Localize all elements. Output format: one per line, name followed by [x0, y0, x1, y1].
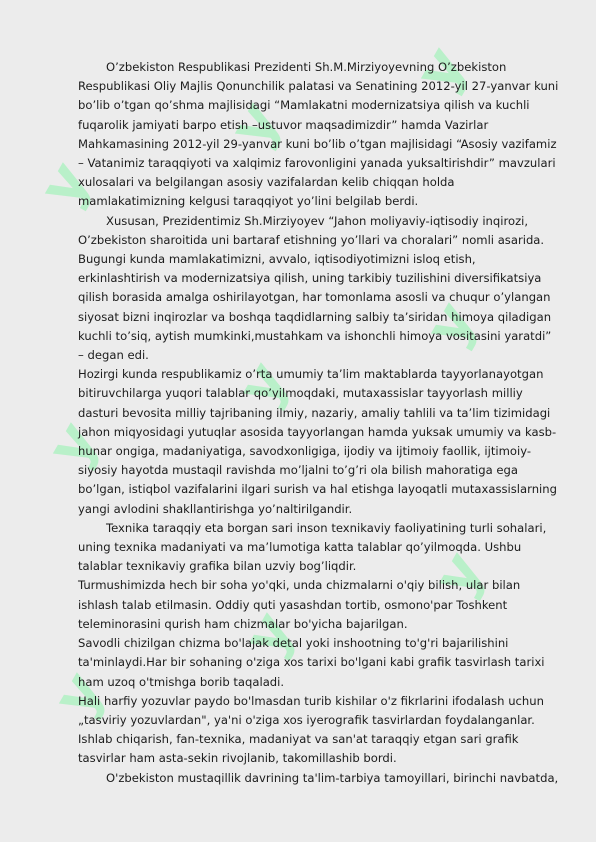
paragraph: Texnika taraqqiy eta borgan sari inson texnikaviy faoliyatining turli sohalari, uning texnika madaniyati va ma’lumotiga katta talablar qo’yilmoqda. Ushbu talablar texnikaviy grafika bilan uzviy bog’liqdir.: [78, 520, 547, 574]
watermark-mark: y: [215, 90, 294, 157]
watermark-mark: y: [223, 350, 302, 417]
watermark-mark: y: [411, 290, 490, 357]
watermark-mark: y: [401, 35, 480, 102]
paragraph: Savodli chizilgan chizma bo'lajak detal yoki inshootning to'g'ri bajarilishini ta'minlaydi.Har bir sohaning o'ziga xos tarixi bo'lgani kabi grafik tasvirlash tarixi ham uzoq o'tmishga borib taqaladi.: [78, 636, 545, 689]
watermark-mark: y: [33, 410, 112, 477]
watermark-mark: y: [419, 540, 498, 607]
watermark-mark: y: [229, 600, 308, 667]
watermark-mark: y: [25, 150, 104, 217]
paragraph: Hozirgi kunda respublikamiz o’rta umumiy ta’lim maktablarda tayyorlanayotgan bitiruvchilarga yuqori talablar qo’yilmoqdaki, mutaxassislar tayyorlash milliy dasturi bevosita milliy tajribaning ilmiy, nazariy, amaliy tahlili va ta’lim tizimidagi jahon miqyosidagi yutuqlar asosida tayyorlangan hamda yuksak umumiy va kasb-hunar ongiga, madaniyatiga, savodxonligiga, ijodiy va ijtimoiy faollik, ijtimoiy-siyosiy hayotda mustaqil ravishda mo’ljalni to’g’ri ola bilish mahoratiga ega bo’lgan, istiqbol vazifalarini ilgari surish va hal etishga layoqatli mutaxassislarning yangi avlodini shakllantirishga yo’naltirilgandir.: [78, 367, 557, 516]
paragraph: Hali harfiy yozuvlar paydo bo'lmasdan turib kishilar o'z fikrlarini ifodalash uchun „tasviriy yozuvlardan", ya'ni o'ziga xos iyerografik tasvirlardan foydalanganlar. Ishlab chiqarish, fan-texnika, madaniyat va san'at taraqqiy etgan sari grafik tasvirlar ham asta-sekin rivojlanib, takomillashib bordi.: [78, 693, 544, 766]
paragraph: O'zbekiston mustaqillik davrining ta'lim-tarbiya tamoyillari, birinchi navbatda,: [106, 770, 559, 785]
paragraph: Turmushimizda hech bir soha yo'qki, unda chizmalarni o'qiy bilish, ular bilan ishlash talab etilmasin. Oddiy quti yasashdan tortib, osmono'par Toshkent teleminorasini qurish ham chizmalar bo'yicha bajarilgan.: [78, 578, 521, 631]
paragraph: O’zbekiston Respublikasi Prezidenti Sh.M.Mirziyoyevning O’zbekiston Respublikasi Oliy Majlis Qonunchilik palatasi va Senatining 2012-yil 27-yanvar kuni bo’lib o’tgan qo’shma majlisidagi “Mamlakatni modernizatsiya qilish va kuchli fuqarolik jamiyati barpo etish –ustuvor maqsadimizdir” hamda Vazirlar Mahkamasining 2012-yil 29-yanvar kuni bo’lib o’tgan majlisidagi “Asosiy vazifamiz – Vatanimiz taraqqiyoti va xalqimiz farovonligini yanada yuksaltirishdir” mavzulari xulosalari va belgilangan asosiy vazifalardan kelib chiqqan holda mamlakatimizning kelgusi taraqqiyot yo’lini belgilab berdi.: [78, 60, 559, 209]
paragraph: Xususan, Prezidentimiz Sh.Mirziyoyev “Jahon moliyaviy-iqtisodiy inqirozi, O’zbekiston sharoitida uni bartaraf etishning yo’llari va choralari” nomli asarida. Bugungi kunda mamlakatimizni, avvalo, iqtisodiyotimizni isloq etish, erkinlashtirish va modernizatsiya qilish, uning tarkibiy tuzilishini diversifikatsiya qilish borasida amalga oshirilayotgan, har tomonlama asosli va chuqur o’ylangan siyosat bizni inqirozlar va boshqa taqdidlarning salbiy ta’siridan himoya qiladigan kuchli to’siq, aytish mumkinki,mustahkam va ishonchli himoya vositasini yaratdi” – degan edi.: [78, 213, 552, 363]
document-body: [78, 58, 560, 788]
watermark-mark: y: [39, 660, 118, 727]
